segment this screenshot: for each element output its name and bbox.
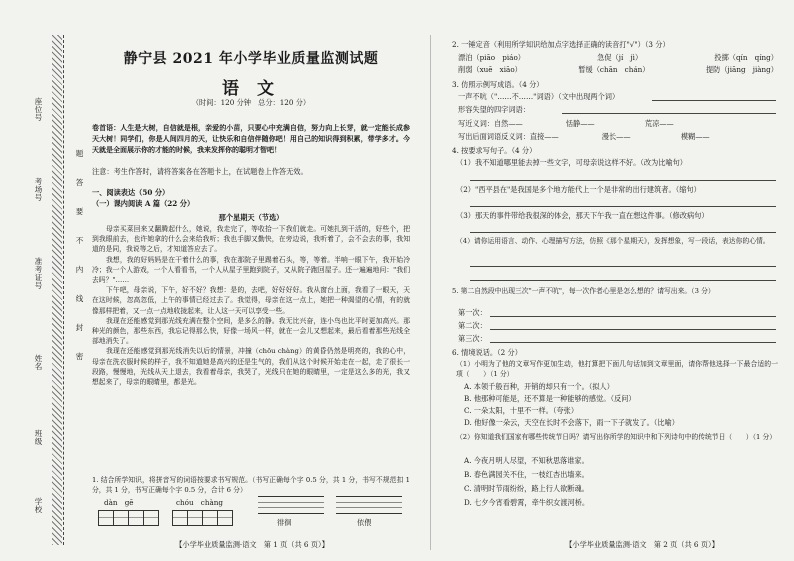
q3-text: 3. 仿照示例写成语。（4 分） [452, 80, 544, 89]
answer-line[interactable] [490, 329, 776, 330]
q6-2-option[interactable]: C. 清明时节雨纷纷，路上行人欲断魂。 [464, 484, 589, 493]
answer-line[interactable] [652, 100, 776, 101]
answer-line[interactable] [470, 266, 776, 267]
q2-option[interactable]: 暂缓（chān chán） [578, 65, 650, 74]
grid-cell[interactable] [128, 510, 144, 526]
passage-paragraph: 我现在还能感觉到那光线充满在整个空间，是多么的静。我无比兴奋，连小鸟也比平时更加高兴。那种光的颜色，那些东西，我忘记得那么快，好像一场风一样，就在一会儿又想起来，最后看着那些光线全部地消失了。 [92, 316, 410, 346]
seal-char: 内 [75, 265, 84, 274]
intro-text: 卷首语：人生是大树，自信就是根，亲爱的小苗，只要心中充满自信，努力向上长芽，就一定能长成参天大树！同学们，你是人间四月的天，让快乐和自信伴随你吧！用自己的知识得到积累，带学多才。今天就是全面展示你的才能的时候，我来发挥你的聪明才智吧！ [92, 123, 410, 154]
q5-text: 5. 第二自然段中出现三次"一声不吭"，每一次作者心里是怎么想的？请写出来。（3 分） [452, 287, 715, 295]
subject-title: 语 文 [222, 79, 280, 99]
seal-char: 封 [75, 323, 84, 332]
answer-line[interactable] [470, 280, 776, 281]
passage-paragraph: 我想，我的好妈妈是在干着什么的事，我在那院子里踢着石头，等，等着。半响一眼下午，我开始冷冷；我一个人游戏，一个人看看书，一个人从屋子里跑到院子，又从院子跑回屋子。还一遍遍地问："我们去吗？"…… [92, 255, 410, 285]
q1-grid-1[interactable] [98, 510, 158, 526]
q6-2-option[interactable]: B. 春色满园关不住，一枝红杏出墙来。 [464, 470, 589, 479]
q1-pinyin-2: chóu chàng [176, 498, 223, 507]
footer-right: 【小学毕业质量监测·语文 第 2 页（共 6 页）】 [565, 540, 719, 549]
q2-row [458, 53, 778, 62]
binding-border [63, 35, 64, 545]
sidebar-label-class: 班级 [34, 429, 43, 446]
q6-text: 6. 情境说话。（2 分） [452, 348, 522, 357]
q2-option[interactable]: 削弱（xuē xiāo） [458, 65, 522, 74]
q6-1-option[interactable]: A. 本领千般百种，开销的却只有一个。（拟人） [464, 382, 614, 391]
notice-text: 注意：考生作答时，请将答案各在答题卡上，在试题卷上作答无效。 [92, 167, 308, 176]
q3-line: 写出后面词语反义词：直接—— 漫长—— 模糊—— [458, 132, 710, 141]
sidebar-label-name: 姓名 [34, 354, 43, 371]
answer-line[interactable] [490, 316, 776, 317]
grid-cell[interactable] [113, 510, 129, 526]
q5-label: 第一次： [458, 308, 487, 317]
seal-char: 不 [75, 236, 84, 245]
left-page [92, 40, 410, 550]
footer-left: 【小学毕业质量监测·语文 第 1 页（共 6 页）】 [175, 540, 329, 549]
time-line: （时间：120 分钟 总分：120 分） [191, 98, 311, 107]
sidebar-label-room: 考场号 [34, 177, 43, 202]
q1-pinyin-1: dàn gē [104, 498, 134, 507]
section1-heading: 一、阅读表达（50 分） [92, 188, 170, 197]
q4-item: （1）我不知道哪里能去掉一些文字，可母亲说这样不好。（改为比喻句） [456, 158, 687, 167]
q4-text: 4. 按要求写句子。（4 分） [452, 146, 537, 155]
q1-word-1: 徘徊 [277, 518, 292, 527]
q2-text: 2. 一锤定音（利用所学知识给加点字选择正确的读音打"√"）（3 分） [452, 40, 670, 49]
passage-title: 那个星期天（节选） [218, 213, 284, 222]
grid-cell[interactable] [217, 510, 233, 526]
q2-row [458, 65, 778, 74]
seal-char: 线 [75, 294, 84, 303]
q6-1-option[interactable]: B. 他那种可能是，还不算是一种能够的感觉。（反问） [464, 394, 636, 403]
grid-cell[interactable] [143, 510, 159, 526]
q2-option[interactable]: 提防（jiāng jiàng） [705, 65, 778, 74]
q6-1-option[interactable]: C. 一朵太阳，十里不一样。（夸张） [464, 406, 579, 415]
seal-char: 答 [75, 178, 84, 187]
q6-2-option[interactable]: A. 今夜月明人尽望，不知秋思落谁家。 [464, 456, 589, 465]
right-page [452, 40, 782, 550]
q1-text: 1. 结合所学知识，将拼音写的词语按要求书写规范。（书写正确每个字 0.5 分，共 1 分，书写不规范扣 1 分，共 1 分，书写正确每个字 0.5 分，合计 6 分） [92, 476, 410, 495]
q6-1-text: （1）小明为了他的文章写作更加生动，他打算把下面几句话加到文章里面，请你帮他选择一下最合适的一项（ ）（1 分） [456, 360, 778, 379]
q4-item: （2）"西平县在"是我国是多个地方能代上一个是非常的出行建筑者。（缩句） [456, 185, 701, 194]
grid-cell[interactable] [98, 510, 114, 526]
grid-cell[interactable] [187, 510, 203, 526]
q6-2-text: （2）你知道我们国家有哪些传统节日吗？请写出你所学的知识中和下列诗句中的传统节日（ ）（1 分） [456, 433, 777, 441]
q6-2-option[interactable]: D. 七夕今宵看碧霄，牵牛织女渡河桥。 [464, 498, 590, 507]
exam-title: 静宁县 2021 年小学毕业质量监测试题 [123, 51, 379, 67]
answer-line[interactable] [562, 113, 776, 114]
seal-char: 题 [75, 149, 84, 158]
answer-line[interactable] [470, 206, 776, 207]
sidebar-label-seat: 座位号 [34, 97, 43, 122]
passage-body [92, 224, 410, 472]
q3-line: 形容失望的四字词语： [458, 105, 530, 114]
q2-option[interactable]: 急促（jí jì） [597, 53, 643, 62]
section1a-heading: （一）课内阅读 A 篇（22 分） [92, 199, 195, 208]
grid-cell[interactable] [202, 510, 218, 526]
passage-paragraph: 下午吧，母亲说，下午，好不好？我想：是的，去吧，好好好好。我从窗台上面，我看了一眼天，天在这时候，忽高忽低，上午的事情已经过去了。我觉得，母亲在这一点上，她把一种渴望的心情，有的就像那样把着，又一点一点地收拢起来，让人这一天可以享受一些。 [92, 286, 410, 315]
q1-word-2: 依偎 [357, 518, 372, 527]
seal-char: 密 [75, 352, 84, 361]
passage-paragraph: 我现在还能感觉到那光线消失以后的情景，冲撞（chōu chàng）的黄昏仍然是明亮的，我的心中，母亲在洗衣服时候的样子，我不知道她是高兴的还是生气的，我们从这个时候开始走在一起，走了很长一段路，慢慢地，光线从天上退去，我看着母亲，我哭了，光线只在她的眼睛里，一定是这么多的光，我又想起来了，母亲的眼睛里，都是光。 [92, 347, 410, 387]
q5-label: 第三次： [458, 334, 487, 343]
grid-cell[interactable] [172, 510, 188, 526]
q4-item: （4）请你运用语言、动作、心理描写方法，仿照《那个星期天》，发挥想象，写一段话，表达你的心情。 [456, 237, 770, 245]
q2-option[interactable]: 投掷（qín qíng） [714, 53, 778, 62]
q3-line: 一声不吭（"……不……"词语）（文中出现两个词） [458, 92, 620, 101]
binding-hatch [52, 35, 62, 545]
q6-1-option[interactable]: D. 他好像一朵云，天空在长时不会落下，雨一下子就发了。（比喻） [464, 418, 679, 427]
answer-line[interactable] [470, 180, 776, 181]
q2-option[interactable]: 漂泊（piāo piáo） [458, 53, 525, 62]
sidebar-label-id: 准考证号 [34, 257, 43, 290]
page-divider [430, 35, 431, 550]
q1-writing-lines-2[interactable] [336, 496, 402, 514]
passage-paragraph: 母亲买菜回来又翻腾起什么，她说，我走完了，等收拾一下我们就走。可她扎到干活的，好些个，把到我眼前去，也许她拿的什么会来给我听；我也手脚又勤快，在旁边说，我听着了，会不会去的事，我知道的是同，我说等之后，才知道答应去了。 [92, 225, 410, 254]
q1-writing-lines-1[interactable] [258, 496, 324, 514]
answer-line[interactable] [470, 232, 776, 233]
sidebar-label-school: 学校 [34, 497, 43, 514]
q5-label: 第二次： [458, 321, 487, 330]
q4-item: （3）那天的事件带给我很深的体会，那天下午我一直在想这件事。（修改病句） [456, 211, 709, 220]
q1-grid-2[interactable] [172, 510, 232, 526]
seal-char: 要 [75, 207, 84, 216]
q3-line: 写近义词：自然—— 恬静—— 荒凉—— [458, 119, 674, 128]
answer-line[interactable] [490, 342, 776, 343]
seal-column [75, 150, 87, 382]
